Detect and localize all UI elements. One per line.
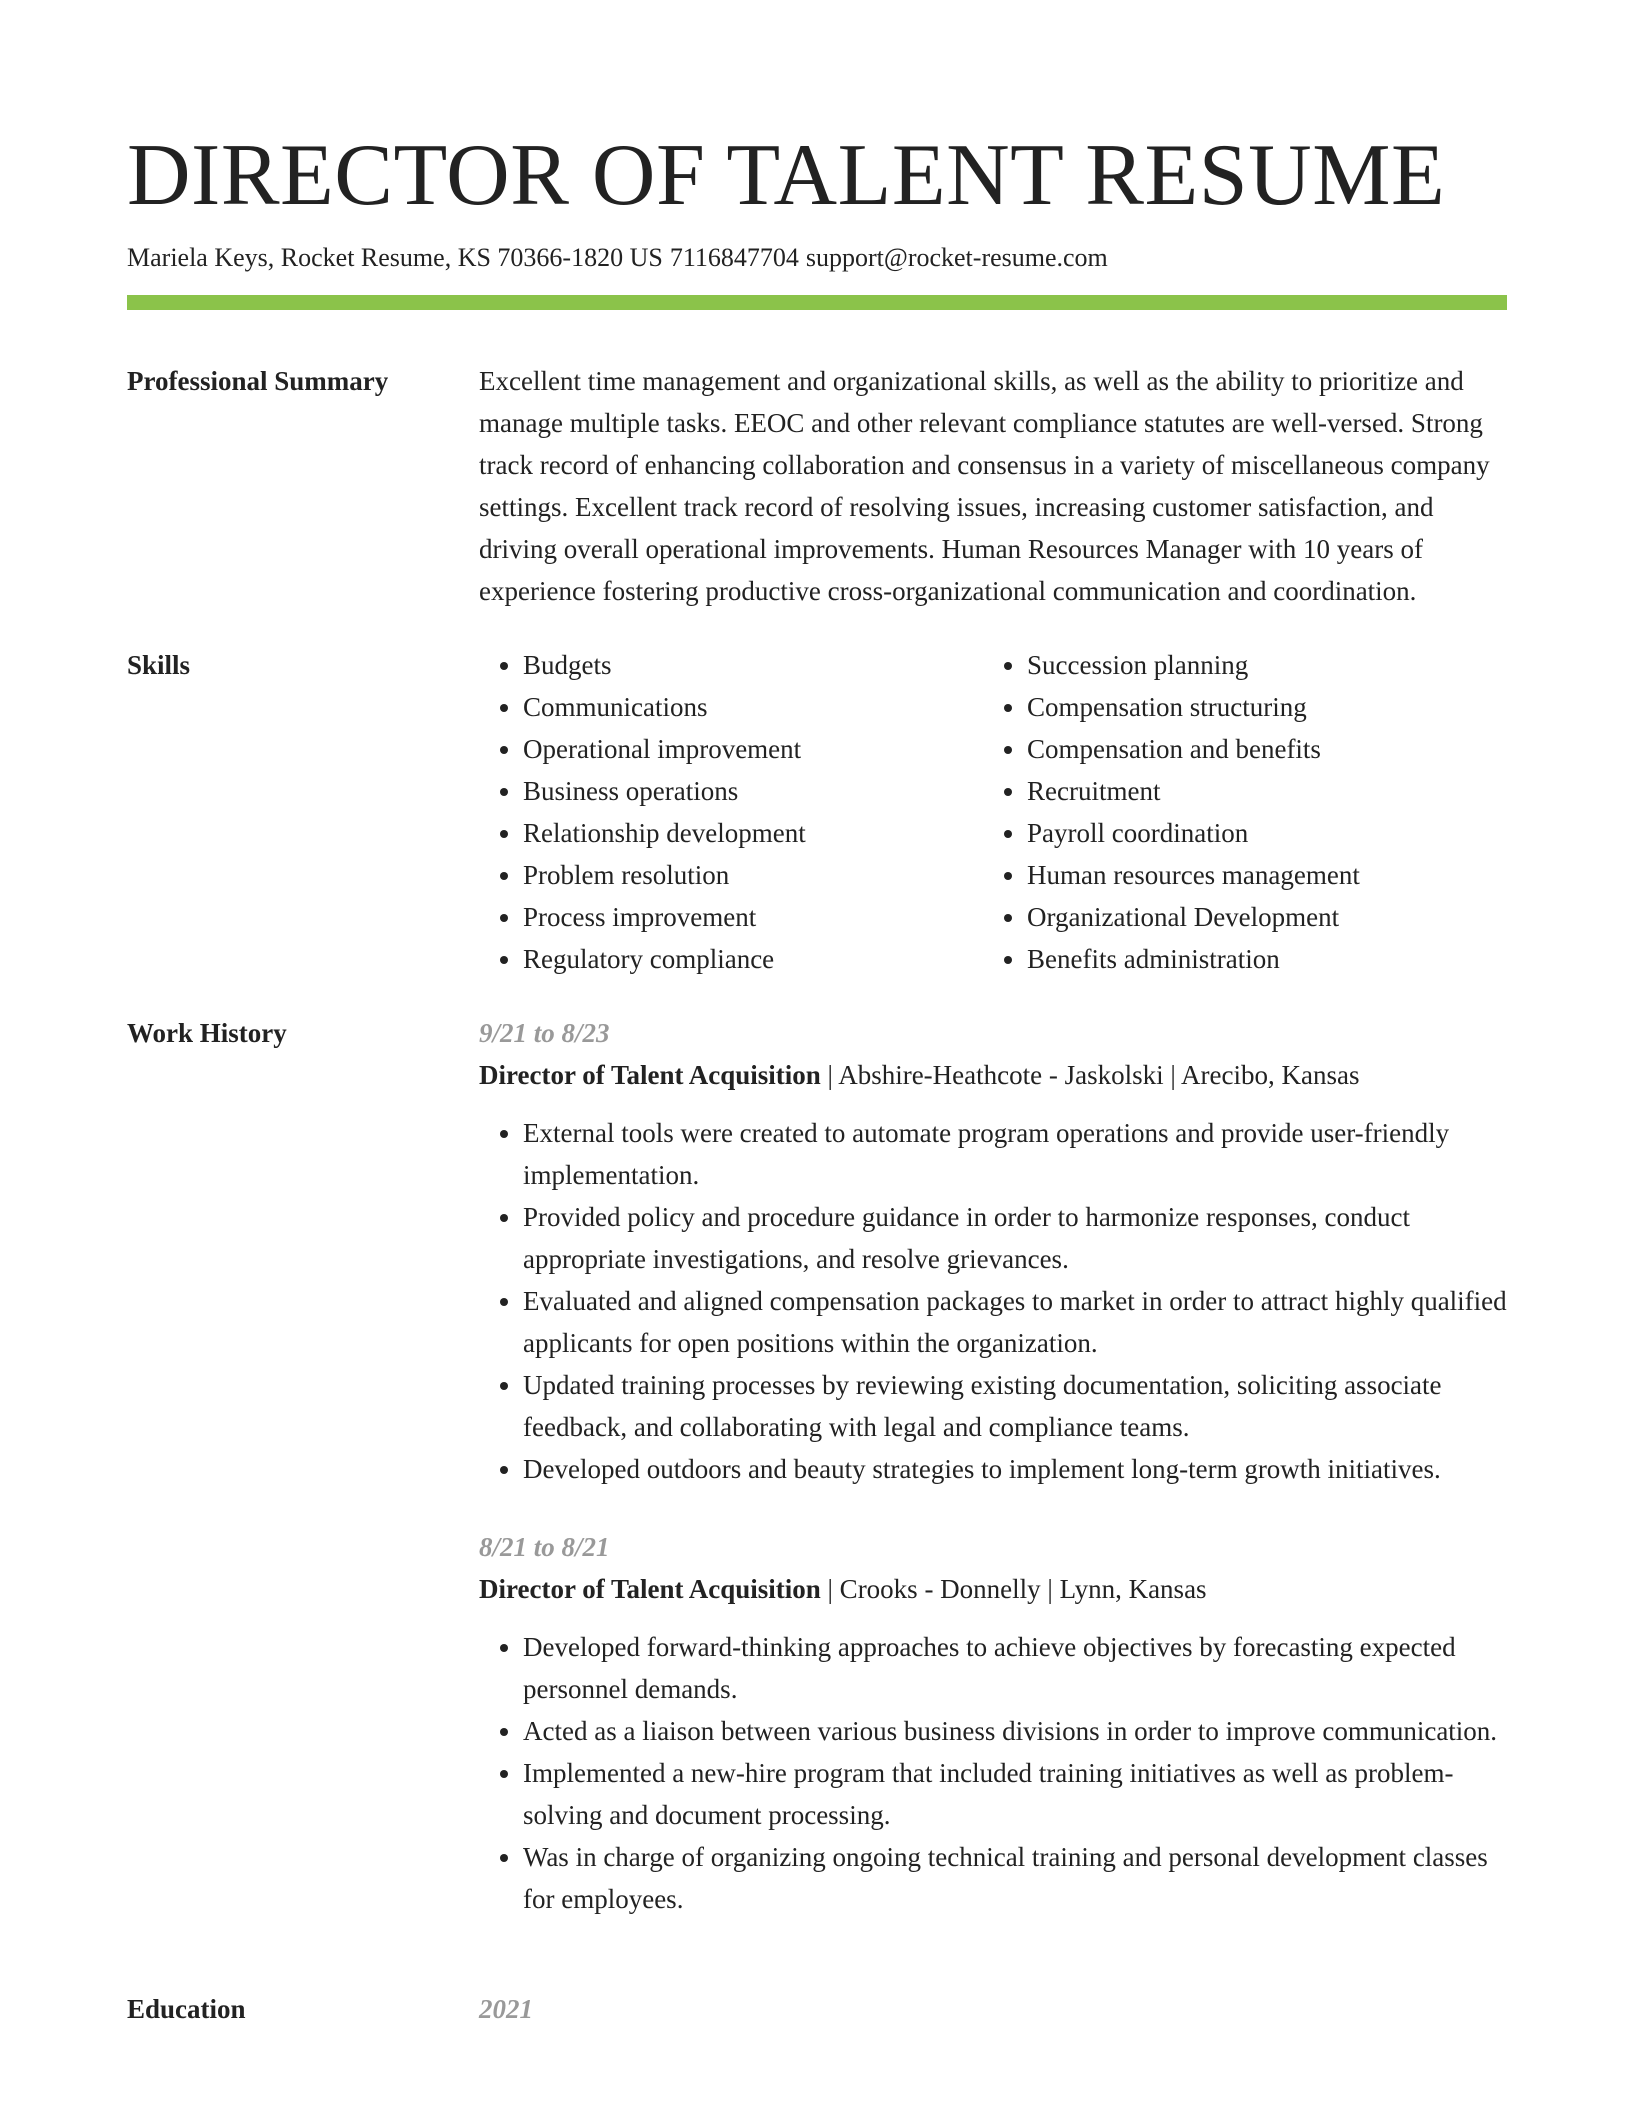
skill-item: • Communications: [523, 686, 983, 728]
skills-section: [127, 644, 1507, 980]
education-year: 2021: [479, 1994, 533, 2025]
job-dates: 9/21 to 8/23: [479, 1018, 610, 1049]
summary-section: [127, 360, 1507, 612]
education-heading: Education: [127, 1994, 246, 2025]
skill-item: • Operational improvement: [523, 728, 983, 770]
skill-item: • Business operations: [523, 770, 983, 812]
skill-item: • Compensation and benefits: [1027, 728, 1487, 770]
job-heading: [479, 1568, 1507, 1610]
job-bullet: • Evaluated and aligned compensation packages to market in order to attract highly qualified applicants for open positions within the organization.: [523, 1280, 1507, 1364]
job-bullets: [479, 1626, 1507, 1920]
skill-item: • Recruitment: [1027, 770, 1487, 812]
job-bullets: [479, 1112, 1507, 1490]
skill-item: • Compensation structuring: [1027, 686, 1487, 728]
skills-list-right: [983, 644, 1487, 980]
job-bullet: • Acted as a liaison between various business divisions in order to improve communication.: [523, 1710, 1507, 1752]
skills-list-left: [479, 644, 983, 980]
job-bullet: • Updated training processes by reviewing existing documentation, soliciting associate feedback, and collaborating with legal and compliance teams.: [523, 1364, 1507, 1448]
skill-item: • Regulatory compliance: [523, 938, 983, 980]
job-bullet: • Developed forward-thinking approaches to achieve objectives by forecasting expected personnel demands.: [523, 1626, 1507, 1710]
accent-divider: [127, 295, 1507, 310]
skill-item: • Benefits administration: [1027, 938, 1487, 980]
contact-name-location: Mariela Keys, Rocket Resume, KS 70366-1820 US: [127, 243, 663, 272]
education-body: [479, 1988, 1507, 2030]
page-title: DIRECTOR OF TALENT RESUME: [127, 127, 1446, 224]
skill-item: • Budgets: [523, 644, 983, 686]
job-dates: 8/21 to 8/21: [479, 1532, 610, 1563]
skill-item: • Process improvement: [523, 896, 983, 938]
skill-item: • Relationship development: [523, 812, 983, 854]
work-history-heading: Work History: [127, 1018, 287, 1049]
job-bullet: • Developed outdoors and beauty strategies to implement long-term growth initiatives.: [523, 1448, 1507, 1490]
job-title: Director of Talent Acquisition: [479, 1574, 821, 1605]
contact-phone: 7116847704: [669, 243, 799, 272]
job-bullet: • External tools were created to automate program operations and provide user-friendly implementation.: [523, 1112, 1507, 1196]
job-bullet: • Implemented a new-hire program that included training initiatives as well as problem-solving and document processing.: [523, 1752, 1507, 1836]
contact-line: [127, 242, 1507, 273]
summary-text: Excellent time management and organizational skills, as well as the ability to prioritize and manage multiple tasks. EEOC and other relevant compliance statutes are well-versed. Strong track record of enhancing collaboration and consensus in a variety of miscellaneous company settings. Excellent track record of resolving issues, increasing customer satisfaction, and driving overall operational improvements. Human Resources Manager with 10 years of experience fostering productive cross-organizational communication and coordination.: [479, 366, 1490, 607]
work-history-section: [127, 1012, 1507, 1956]
job-heading: [479, 1054, 1507, 1096]
contact-email: support@rocket-resume.com: [805, 243, 1108, 272]
job-bullet: • Was in charge of organizing ongoing technical training and personal development classes for employees.: [523, 1836, 1507, 1920]
job-employer-location: | Abshire-Heathcote - Jaskolski | Arecibo, Kansas: [820, 1060, 1360, 1091]
job-title: Director of Talent Acquisition: [479, 1060, 821, 1091]
job-employer-location: | Crooks - Donnelly | Lynn, Kansas: [820, 1574, 1207, 1605]
skill-item: • Succession planning: [1027, 644, 1487, 686]
job-entry: [479, 1526, 1507, 1920]
job-entry: [479, 1012, 1507, 1490]
skill-item: • Payroll coordination: [1027, 812, 1487, 854]
summary-heading: Professional Summary: [127, 366, 389, 397]
job-bullet: • Provided policy and procedure guidance in order to harmonize responses, conduct appropriate investigations, and resolve grievances.: [523, 1196, 1507, 1280]
education-section: [127, 1988, 1507, 2030]
skill-item: • Human resources management: [1027, 854, 1487, 896]
skills-heading: Skills: [127, 650, 191, 681]
skill-item: • Problem resolution: [523, 854, 983, 896]
skill-item: • Organizational Development: [1027, 896, 1487, 938]
skills-columns: [479, 644, 1507, 980]
work-history-body: [479, 1012, 1507, 1956]
